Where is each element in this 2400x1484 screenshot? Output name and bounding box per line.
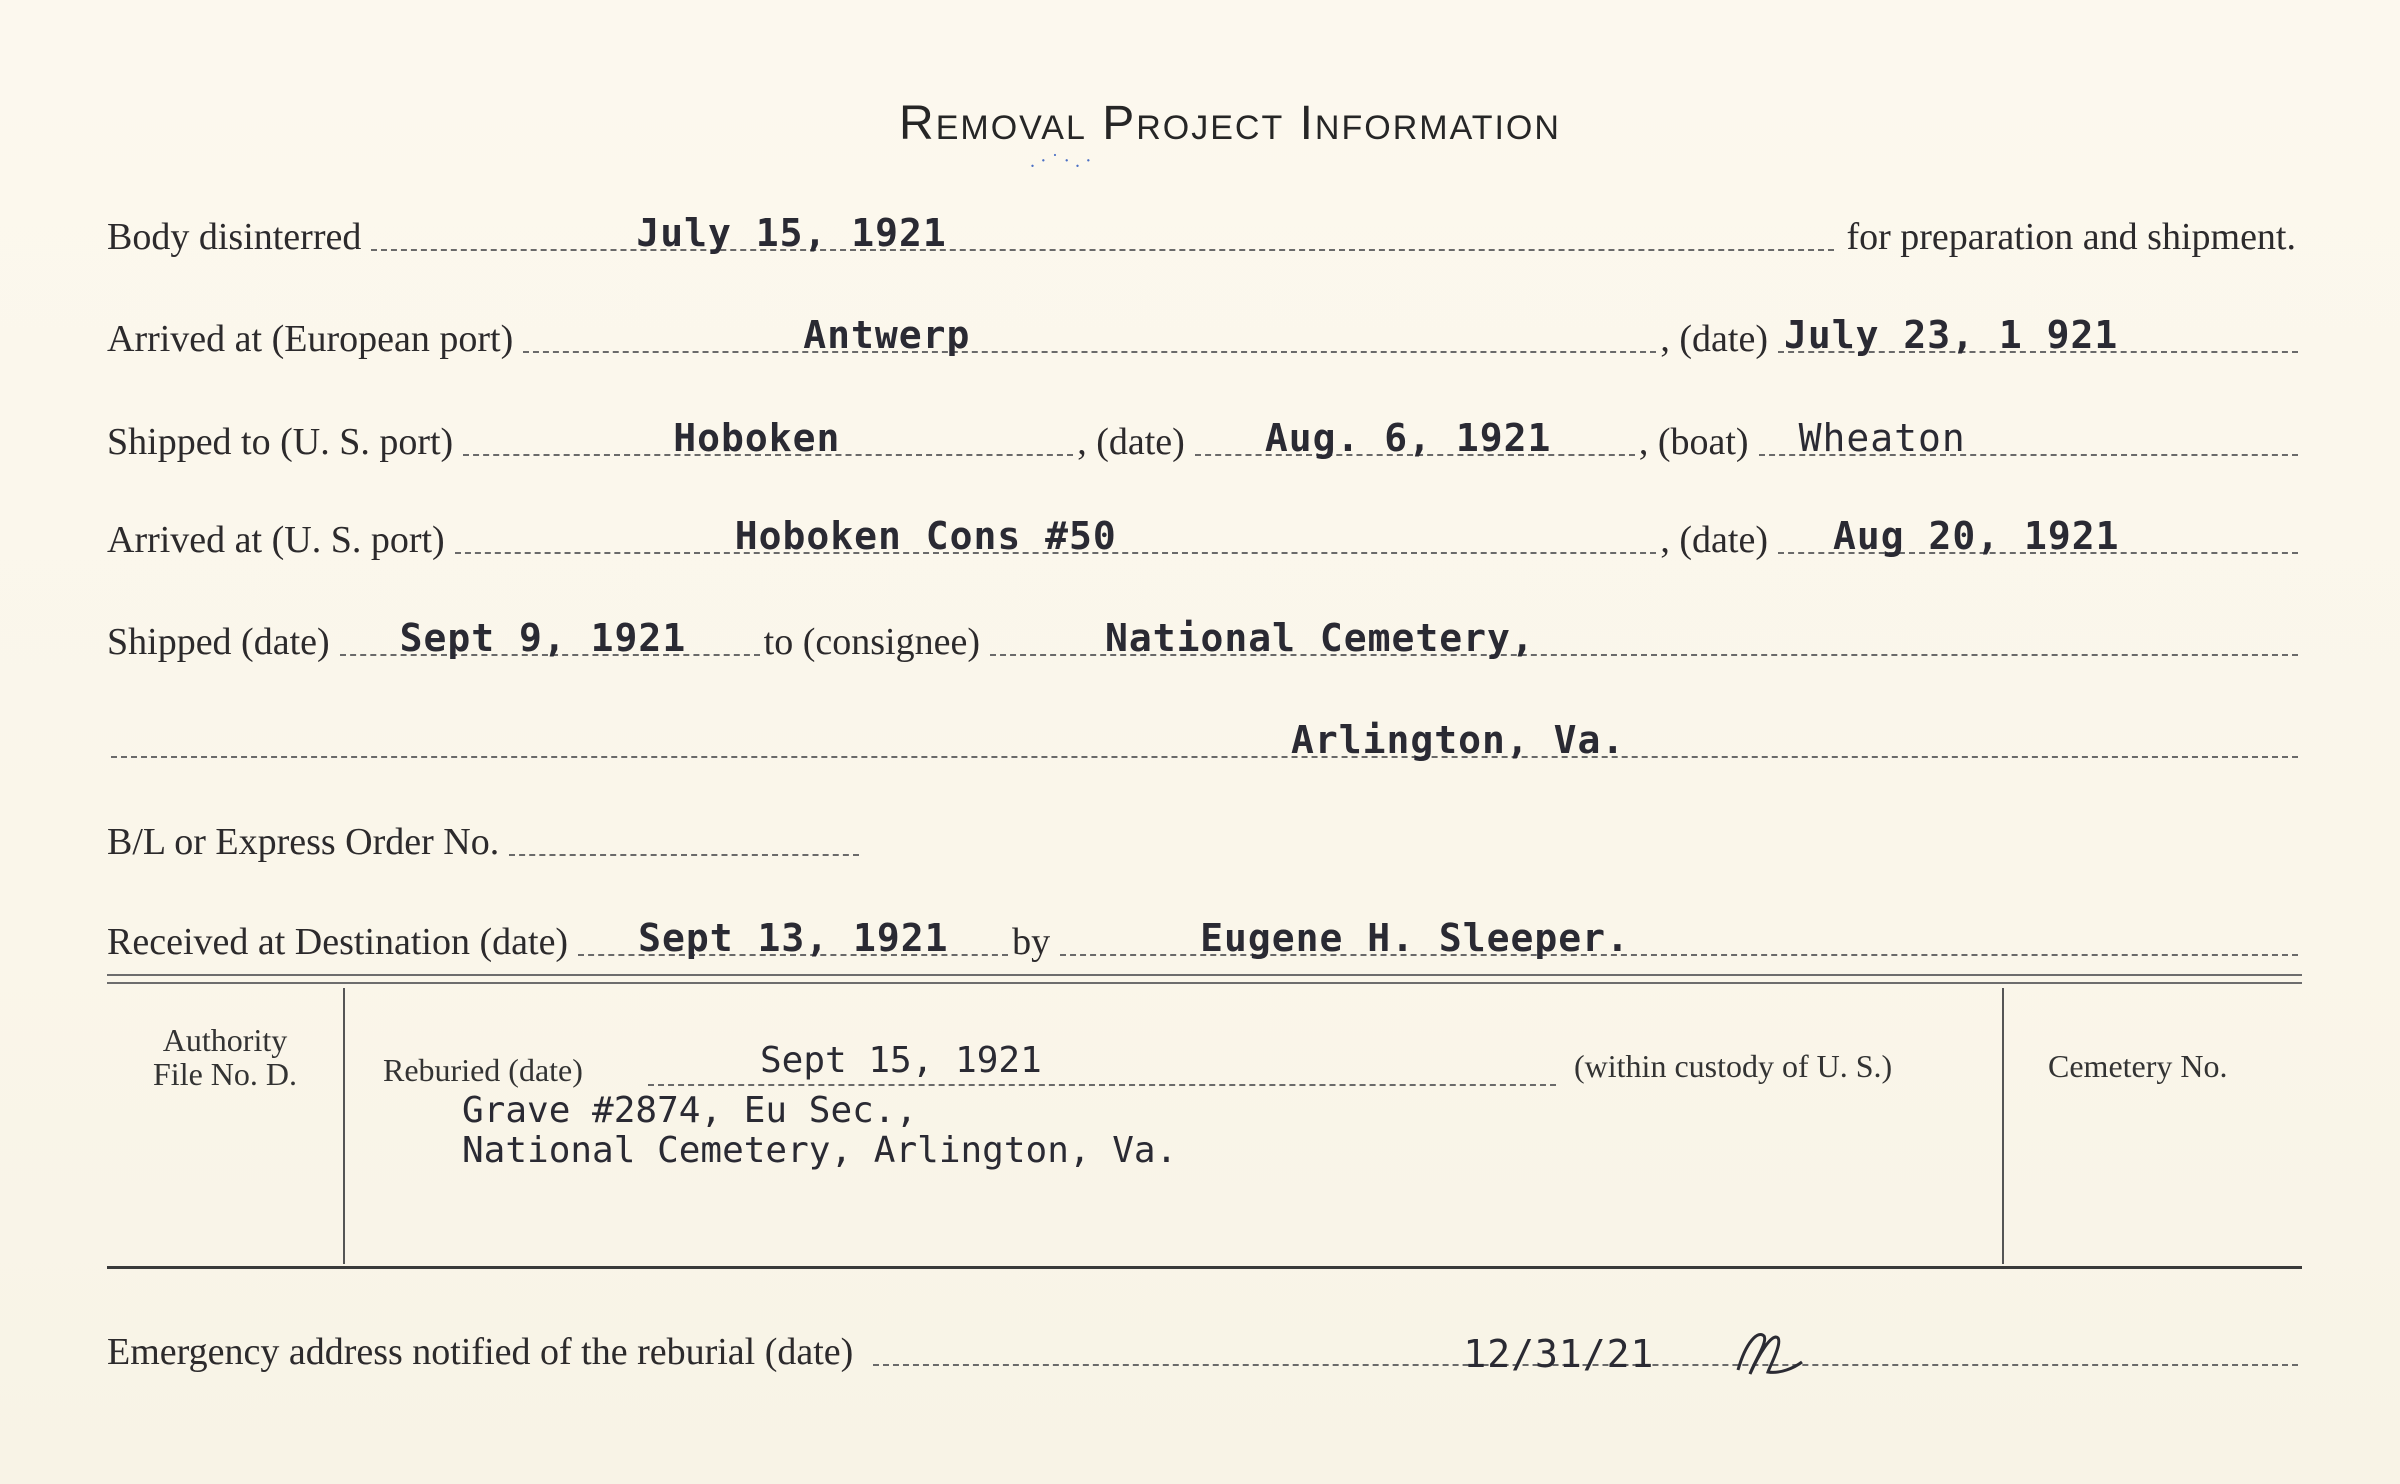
- label-boat: , (boat): [1638, 421, 1749, 463]
- column-divider-right: [2002, 988, 2004, 1264]
- label-file-no: File No. D.: [153, 1055, 297, 1092]
- value-boat: Wheaton: [1798, 416, 1966, 460]
- row-shipped-us: [107, 410, 2302, 470]
- value-bl: [509, 794, 859, 856]
- value-eu-port: Antwerp: [803, 313, 971, 357]
- value-consignee-line2: Arlington, Va.: [1291, 718, 1626, 762]
- label-consignee: to (consignee): [763, 621, 980, 663]
- value-received-by: Eugene H. Sleeper.: [1200, 916, 1630, 960]
- value-received-date: Sept 13, 1921: [638, 916, 949, 960]
- value-eu-date: July 23, 1 921: [1784, 313, 2119, 357]
- label-disinterred: Body disinterred: [107, 216, 362, 258]
- row-emergency: [107, 1320, 2302, 1380]
- reburied-fill-line: [648, 1084, 1556, 1086]
- row-shipped: [107, 610, 2302, 670]
- row-disinterred: [107, 205, 2302, 265]
- label-received: Received at Destination (date): [107, 921, 569, 963]
- value-us-port: Hoboken: [673, 416, 841, 460]
- initials-mark: [1728, 1322, 1806, 1382]
- value-grave-line2: National Cemetery, Arlington, Va.: [462, 1130, 1178, 1171]
- label-authority: Authority: [162, 1022, 288, 1058]
- bottom-rule: [107, 1266, 2302, 1269]
- value-shipped-us-date: Aug. 6, 1921: [1264, 416, 1552, 460]
- label-by: by: [1012, 921, 1051, 963]
- value-disinterred-date: July 15, 1921: [636, 211, 947, 255]
- label-bl: B/L or Express Order No.: [107, 821, 500, 863]
- label-arrived-us: Arrived at (U. S. port): [107, 519, 445, 561]
- row-consignee-line2: [107, 712, 2302, 772]
- label-arrived-us-date: , (date): [1660, 519, 1768, 561]
- row-bl: [107, 810, 2302, 870]
- authority-block: [125, 1024, 325, 1091]
- value-arrived-us-date: Aug 20, 1921: [1833, 514, 2120, 558]
- row-arrived-us: [107, 508, 2302, 568]
- value-arrived-us-port: Hoboken Cons #50: [734, 514, 1117, 558]
- label-custody: (within custody of U. S.): [1574, 1048, 1893, 1084]
- row-received: [107, 910, 2302, 970]
- label-emergency: Emergency address notified of the reburial (date): [107, 1331, 854, 1373]
- column-divider-left: [343, 988, 345, 1264]
- ink-specks: . · ˙ · . ·: [1030, 150, 1092, 172]
- double-rule: [107, 974, 2302, 984]
- value-consignee: National Cemetery,: [1104, 616, 1535, 660]
- label-shipped-us-date: , (date): [1077, 421, 1185, 463]
- label-arrived-eu: Arrived at (European port): [107, 318, 514, 360]
- value-shipped-date: Sept 9, 1921: [399, 616, 687, 660]
- label-shipped-date: Shipped (date): [107, 621, 330, 663]
- value-reburied-date: Sept 15, 1921: [760, 1040, 1042, 1081]
- label-cemetery-no: Cemetery No.: [2048, 1048, 2228, 1084]
- label-reburied: Reburied (date): [383, 1052, 583, 1088]
- value-emergency-date: 12/31/21: [1463, 1332, 1655, 1376]
- label-arrived-eu-date: , (date): [1660, 318, 1768, 360]
- row-arrived-eu: [107, 307, 2302, 367]
- form-title: Removal Project Information: [899, 97, 1561, 150]
- label-shipped-us: Shipped to (U. S. port): [107, 421, 454, 463]
- value-grave-line1: Grave #2874, Eu Sec.,: [462, 1090, 918, 1131]
- label-shipment-suffix: for preparation and shipment.: [1846, 216, 2296, 258]
